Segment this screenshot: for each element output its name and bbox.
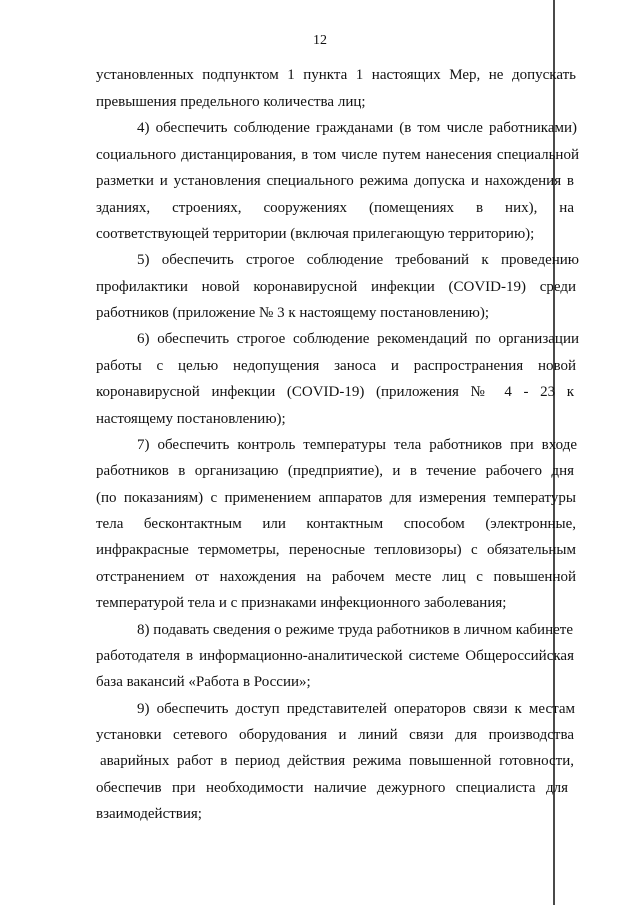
text-line: настоящему постановлению);	[96, 411, 286, 427]
text-line: (по показаниям) с применением аппаратов для измерения температуры	[96, 490, 576, 506]
text-line: отстранением от нахождения на рабочем месте лиц с повышенной	[96, 569, 576, 585]
text-line: база вакансий «Работа в России»;	[96, 674, 311, 690]
text-line: обеспечив при необходимости наличие дежурного специалиста для	[96, 780, 568, 796]
page-number: 12	[313, 33, 327, 48]
text-line: установки сетевого оборудования и линий связи для производства	[96, 727, 574, 743]
text-line: 8) подавать сведения о режиме труда работников в личном кабинете	[137, 622, 573, 638]
text-line: работников (приложение № 3 к настоящему постановлению);	[96, 305, 490, 321]
text-line: профилактики новой коронавирусной инфекции (COVID-19) среди	[96, 279, 576, 295]
text-line: 7) обеспечить контроль температуры тела работников при входе	[137, 437, 577, 453]
text-line: социального дистанцирования, в том числе путем нанесения специальной	[96, 147, 579, 163]
text-line: работодателя в информационно-аналитической системе Общероссийская	[96, 648, 574, 664]
text-line: 9) обеспечить доступ представителей операторов связи к местам	[137, 701, 575, 717]
text-line: зданиях, строениях, сооружениях (помещениях в них), на	[96, 200, 574, 216]
text-line: работников в организацию (предприятие), и в течение рабочего дня	[96, 463, 574, 479]
text-line: температурой тела и с признаками инфекционного заболевания;	[96, 595, 507, 611]
text-line: 6) обеспечить строгое соблюдение рекомендаций по организации	[137, 331, 579, 347]
text-line: разметки и установления специального режима допуска и нахождения в	[96, 173, 574, 189]
text-line: инфракрасные термометры, переносные тепловизоры) с обязательным	[96, 542, 576, 558]
text-line: 5) обеспечить строгое соблюдение требований к проведению	[137, 252, 579, 268]
text-line: взаимодействия;	[96, 806, 202, 822]
text-line: превышения предельного количества лиц;	[96, 94, 366, 110]
text-line: тела бесконтактным или контактным способом (электронные,	[96, 516, 576, 532]
text-line: установленных подпунктом 1 пункта 1 настоящих Мер, не допускать	[96, 67, 576, 83]
text-line: 4) обеспечить соблюдение гражданами (в том числе работниками)	[137, 120, 577, 136]
text-line: аварийных работ в период действия режима повышенной готовности,	[100, 753, 574, 769]
text-line: коронавирусной инфекции (COVID-19) (приложения № 4 - 23 к	[96, 384, 574, 400]
text-line: соответствующей территории (включая прилегающую территорию);	[96, 226, 535, 242]
text-line: работы с целью недопущения заноса и распространения новой	[96, 358, 576, 374]
